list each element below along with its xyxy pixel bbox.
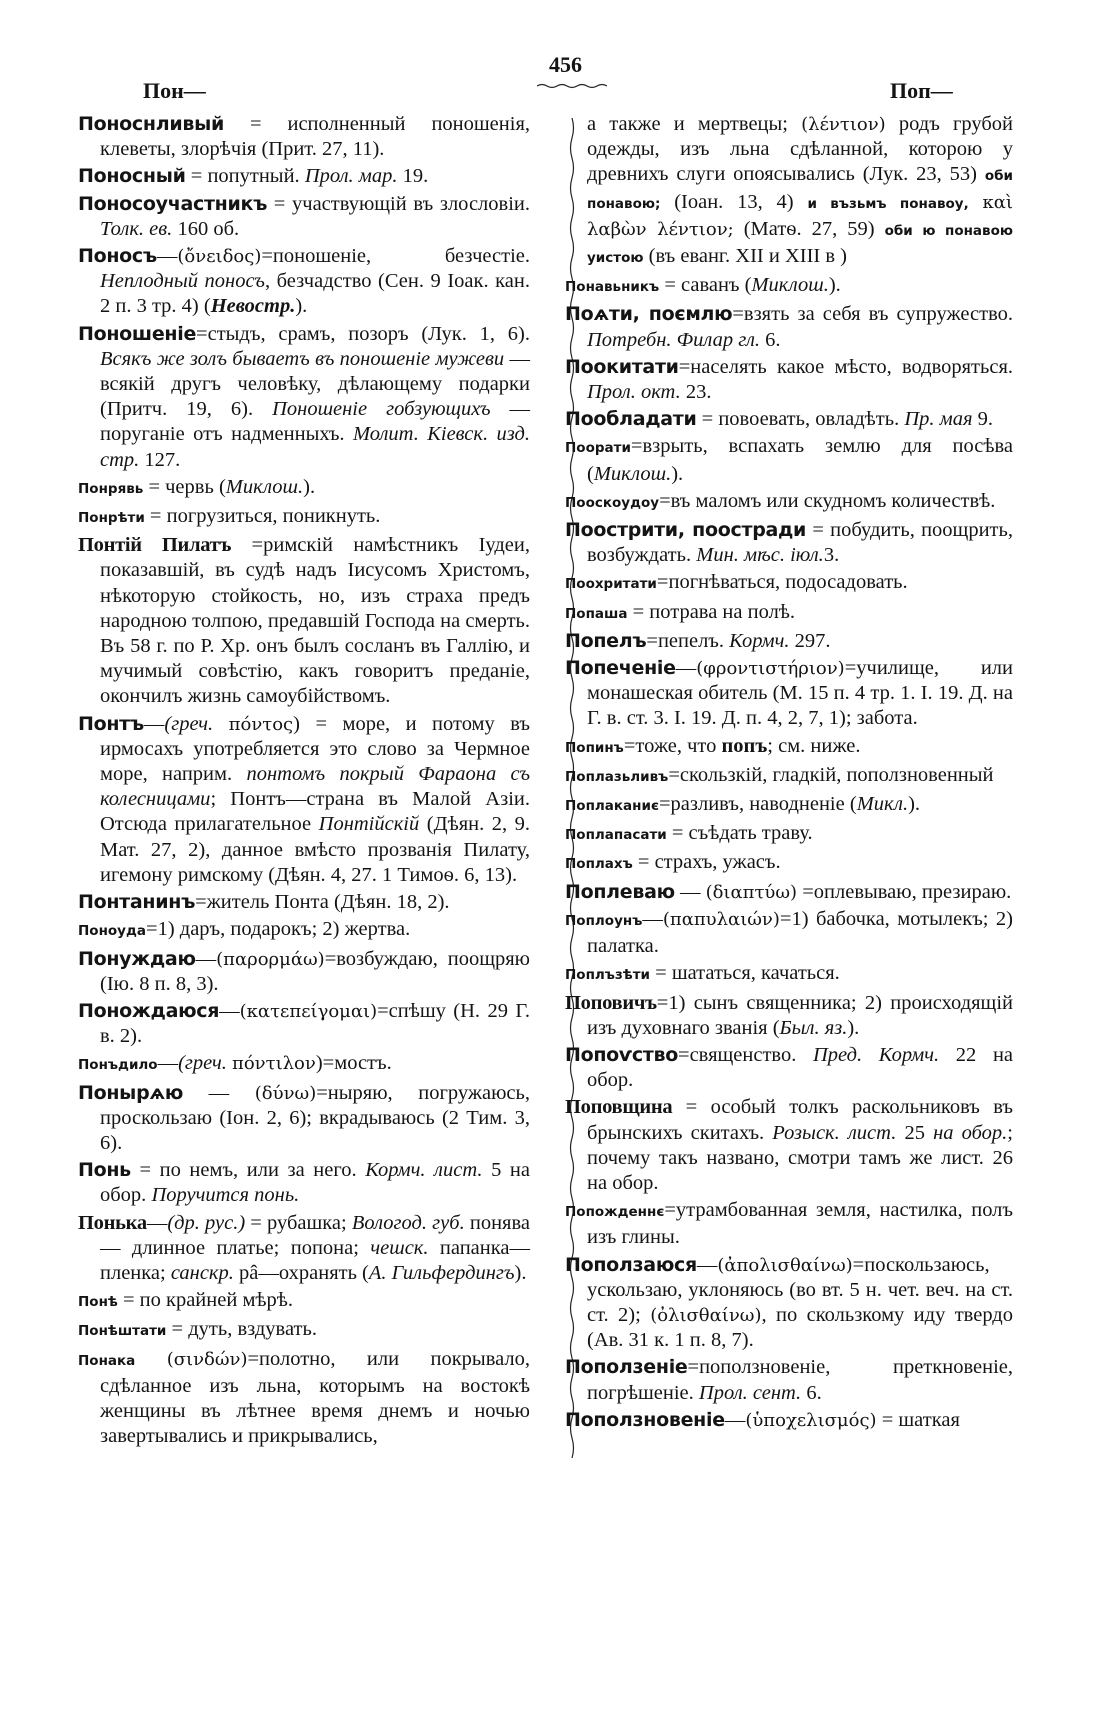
entry-separator: =	[117, 1289, 140, 1312]
entry-separator: —	[195, 947, 217, 970]
source-reference: (греч.	[178, 1052, 233, 1075]
dictionary-entry	[565, 880, 1013, 905]
definition-text: римскій намѣстникъ Іудеи, показавшій, въ судѣ надъ Іисусомъ Христомъ, нѣкоторую стойкость, но, изъ страха предъ народною толпою, предавшій Господа на смерть. Въ 58 г. по Р. Хр. онъ былъ сосланъ въ Галлію, и мучимый совѣстію, какъ говоритъ преданіе, окончилъ жизнь самоубійствомъ.	[100, 534, 530, 708]
entry-separator: =	[144, 505, 167, 528]
entry-headword: Поплаканиє	[565, 798, 659, 815]
dictionary-entry	[78, 917, 530, 944]
definition-text: пепелъ.	[657, 629, 730, 652]
entry-separator: =	[231, 534, 264, 557]
definition-text: =ныряю, погружаюсь, проскользаю (Іон. 2, 6); вкрадываюсь (2 Тим. 3, 6).	[100, 1081, 530, 1154]
source-reference: Невостр.	[210, 295, 296, 318]
entry-headword: Попинъ	[565, 739, 624, 756]
definition-text: =спѣшу (Н. 29 Г. в. 2).	[100, 999, 530, 1048]
dictionary-entry	[565, 1253, 1013, 1354]
dictionary-entry	[78, 1081, 530, 1157]
entry-separator: —	[219, 999, 240, 1022]
entry-headword: Поокитати	[565, 355, 679, 378]
church-slavonic-quote: оби понавою;	[587, 168, 1013, 212]
dictionary-entry	[78, 712, 530, 888]
source-reference: Пред. Кормч.	[813, 1043, 940, 1066]
definition-text: ).	[671, 462, 684, 485]
entry-headword: Попеченіе	[565, 657, 676, 680]
definition-text: pâ—охранять (	[233, 1261, 369, 1284]
dictionary-entry	[78, 1051, 530, 1078]
entry-headword: Понтъ	[78, 712, 144, 735]
entry-separator: =	[656, 991, 669, 1014]
entry-headword: Поповщина	[565, 1096, 673, 1119]
greek-text: (φροντιστήριον)	[696, 658, 845, 680]
entry-headword: Поплахъ	[565, 856, 633, 873]
dictionary-entry	[78, 1347, 530, 1450]
greek-text: (παρορμάω)	[216, 948, 325, 970]
definition-text: участвующій въ злословіи.	[292, 192, 530, 215]
definition-text: 297.	[789, 629, 831, 652]
definition-text: въ маломъ или скудномъ количествѣ.	[670, 489, 996, 512]
entry-separator: =	[623, 734, 636, 757]
dictionary-entry	[565, 821, 1013, 848]
source-reference: Понтійскій	[318, 813, 420, 836]
dictionary-entry	[78, 112, 530, 162]
right-running-head: Поп—	[890, 78, 953, 103]
dictionary-entry	[565, 734, 1013, 761]
definition-text: скользкій, гладкій, поползновенный	[679, 763, 994, 786]
dictionary-entry	[78, 504, 530, 531]
entry-separator: =	[223, 113, 288, 135]
left-column	[78, 112, 530, 1451]
source-reference: Розыск. лист.	[772, 1121, 897, 1144]
definition-text: священство.	[689, 1043, 813, 1066]
definition-text: папанка—пленка;	[100, 1236, 531, 1284]
source-reference: Микл.	[856, 793, 909, 816]
definition-text: 5 на обор.	[100, 1159, 530, 1207]
entry-headword: Понька	[78, 1211, 147, 1234]
entry-headword: Поплоунъ	[565, 912, 643, 929]
definition-text: (Дѣян. 2, 9. Мат. 27, 2), данное вмѣсто прозванія Пилату, игемону римскому (Дѣян. 4, 27. 1 Тимоѳ. 6, 13).	[100, 813, 530, 886]
entry-headword: Попожденнє	[565, 1204, 665, 1221]
entry-headword: Понтій Пилатъ	[78, 534, 232, 557]
source-reference: Молит. Кіевск. изд. стр.	[100, 423, 530, 471]
source-reference: Прол. мар.	[304, 165, 398, 188]
source-reference: Мин. мѣс. іюл.	[696, 544, 824, 567]
dictionary-entry	[78, 999, 530, 1049]
definition-text: 127.	[139, 448, 181, 471]
definition-text: погнѣваться, подосадовать.	[668, 571, 908, 594]
source-reference: Вологод. губ.	[351, 1211, 465, 1234]
entry-headword: Поохритати	[565, 576, 657, 593]
church-slavonic-quote: и възьмъ понавоу,	[807, 195, 969, 212]
definition-text: (въ еванг. XII и XIII в )	[643, 245, 847, 268]
entry-headword: Поносоучастникъ	[78, 192, 268, 215]
entry-headword: Поноснливый	[78, 113, 224, 135]
definition-text: утрамбованная земля, настилка, полъ изъ глины.	[587, 1199, 1013, 1249]
dictionary-entry	[78, 322, 530, 473]
dictionary-entry	[78, 947, 530, 997]
definition-text: разливъ, наводненіе (	[670, 793, 857, 816]
entry-headword: Понрѣти	[78, 510, 145, 527]
entry-separator: =	[659, 274, 681, 297]
dictionary-entry	[565, 1043, 1013, 1093]
definition-text: = рубашка;	[245, 1211, 352, 1234]
greek-text: (δύνω)	[254, 1082, 317, 1104]
definition-text: =полотно, или покрывало, сдѣланное изъ льна, которымъ на востокѣ женщины въ лѣтнее время днемъ и ночью завертывались и прикрывались,	[100, 1347, 530, 1448]
entry-separator: =	[659, 489, 671, 512]
entry-headword: Поносный	[78, 165, 186, 188]
dictionary-entry	[78, 244, 530, 320]
definition-text: =училище, или монашеская обитель (М. 15 п. 4 тр. 1. І. 19. Д. на Г. в. ст. 3. І. 19. Д. п. 4, 2, 7, 1); забота.	[587, 657, 1013, 730]
definition-text: взять за себя въ супружество.	[743, 303, 1013, 326]
dictionary-entry	[565, 792, 1013, 819]
source-reference: Толк. ев.	[100, 217, 173, 240]
dictionary-entry	[565, 407, 1013, 432]
entry-separator: =	[267, 192, 293, 215]
source-reference: Поношеніе гобзующихъ	[272, 398, 491, 421]
dictionary-entry	[78, 1288, 530, 1315]
greek-text: (ὀλισθαίνω)	[650, 1304, 762, 1326]
entry-headword: Пооскоудоу	[565, 494, 660, 511]
entry-headword: Понождаюся	[78, 999, 220, 1022]
source-reference: Прол. окт.	[587, 381, 681, 404]
entry-headword: Поноуда	[78, 923, 146, 940]
dictionary-entry	[565, 600, 1013, 627]
entry-separator: =	[687, 1356, 700, 1379]
greek-text: πόντος	[228, 713, 294, 735]
definition-text: саванъ (	[681, 274, 752, 297]
definition-text: =оплевываю, презираю.	[797, 880, 1012, 903]
source-reference: Миклош.	[225, 475, 304, 498]
entry-headword: Понырѧю	[78, 1081, 184, 1104]
greek-text: καὶ λαβὼν λέντιον;	[587, 191, 1013, 240]
entry-separator: —	[696, 1253, 718, 1276]
definition-text: 22 на обор.	[587, 1043, 1014, 1092]
definition-text: повоевать, овладѣть.	[718, 408, 905, 431]
definition-text: поползновеніе, преткновеніе, погрѣшеніе.	[587, 1356, 1013, 1404]
entry-separator: =	[627, 600, 650, 623]
entry-headword: Понуждаю	[78, 947, 196, 970]
dictionary-entry	[565, 1408, 1013, 1433]
definition-text: ) = море, и потому въ ирмосахъ употребляется это слово за Чермное море, наприм.	[100, 712, 531, 786]
definition-text: =поскользаюсь, ускользаю, уклоняюсь (во вт. 5 н. чет. веч. на ст. ст. 2);	[587, 1253, 1013, 1326]
definition-text: 19.	[397, 165, 429, 188]
definition-text: исполненный поношенія, клеветы, злорѣчія (Прит. 27, 11).	[100, 113, 530, 161]
entry-headword: Понака	[78, 1352, 136, 1369]
source-reference: А. Гильфердингъ	[368, 1261, 515, 1284]
entry-headword: Поношеніе	[78, 322, 197, 345]
dictionary-entry	[565, 961, 1013, 988]
dictionary-entry	[565, 489, 1013, 516]
source-reference: чешск.	[370, 1236, 429, 1259]
entry-separator: —	[724, 1408, 746, 1431]
definition-text: (Іоан. 13, 4)	[660, 190, 808, 213]
definition-text: червь (	[165, 475, 226, 498]
entry-separator: =	[143, 475, 166, 498]
entry-headword: Поострити, поостради	[565, 519, 807, 542]
dictionary-entry	[565, 656, 1013, 732]
left-running-head: Пон—	[143, 78, 206, 103]
entry-headword: Попаша	[565, 605, 628, 622]
page-number-underline	[537, 83, 607, 89]
definition-text: по немъ, или за него.	[159, 1159, 366, 1182]
definition-text: — всякій другъ человѣку, дѣлающему подарки (Притч. 19, 6).	[100, 347, 530, 421]
definition-text: попутный.	[207, 165, 305, 188]
entry-separator: =	[196, 322, 208, 345]
dictionary-entry	[78, 1158, 530, 1208]
entry-separator: —	[642, 907, 663, 930]
entry-separator: =	[185, 165, 208, 188]
entry-separator	[135, 1348, 166, 1370]
source-reference: (др. рус.)	[167, 1211, 246, 1234]
entry-headword: Понь	[78, 1159, 131, 1182]
definition-text: ).	[295, 295, 308, 318]
right-column	[565, 112, 1013, 1435]
source-reference: санскр.	[170, 1261, 234, 1284]
definition-text: 3.	[823, 544, 840, 567]
entry-headword: Поповичъ	[565, 991, 657, 1014]
entry-headword: Понтанинъ	[78, 891, 196, 914]
page-header	[0, 52, 1101, 112]
source-reference: Кормч. лист.	[365, 1159, 483, 1182]
definition-text: 9.	[972, 408, 994, 431]
dictionary-entry	[565, 991, 1013, 1041]
definition-text: попъ	[721, 734, 768, 757]
definition-text: — поруганіе отъ надменныхъ.	[100, 398, 531, 446]
source-reference: на обор.	[933, 1121, 1008, 1144]
entry-headword: Пообладати	[565, 408, 697, 431]
entry-separator: —	[156, 245, 178, 268]
definition-text: страхъ, ужасъ.	[654, 851, 781, 874]
dictionary-entry	[565, 355, 1013, 405]
entry-separator: =	[806, 519, 831, 542]
entry-separator: =	[632, 851, 655, 874]
definition-text: 1) даръ, подарокъ; 2) жертва.	[157, 918, 411, 941]
dictionary-entry	[78, 533, 530, 709]
source-reference: (греч.	[164, 712, 229, 735]
dictionary-entry	[78, 164, 530, 189]
definition-text: 6.	[760, 328, 781, 351]
entry-separator: —	[146, 1211, 168, 1234]
entry-separator: =	[166, 1318, 189, 1341]
dictionary-entry	[78, 475, 530, 502]
source-reference: Всякъ же золъ бываетъ въ поношеніе мужеви	[100, 347, 505, 370]
definition-text: = шаткая	[876, 1408, 960, 1431]
source-reference: Был. яз.	[779, 1016, 848, 1039]
entry-separator: =	[646, 629, 658, 652]
source-reference: Поручится понь.	[151, 1184, 300, 1207]
dictionary-entry	[565, 763, 1013, 790]
entry-headword: Поплапасати	[565, 827, 667, 844]
greek-text: (παπυλαιών)	[662, 908, 780, 930]
entry-separator: =	[146, 918, 158, 941]
definition-text: а также и мертвецы;	[587, 113, 802, 135]
dictionary-entry	[78, 1211, 530, 1287]
source-reference: понтомъ покрый Фараона съ колесницами	[100, 763, 530, 811]
definition-text: дуть, вздувать.	[188, 1318, 317, 1341]
definition-text: тоже, что	[635, 734, 722, 757]
definition-text: ).	[847, 1016, 860, 1039]
dictionary-entry	[565, 1198, 1013, 1250]
dictionary-entry	[565, 570, 1013, 597]
greek-text: (κατεπείγομαι)	[239, 1000, 378, 1022]
source-reference: Миклош.	[751, 274, 829, 297]
definition-text: )=мостъ.	[315, 1052, 392, 1075]
entry-headword: Поползаюся	[565, 1253, 697, 1276]
entry-separator: —	[183, 1081, 255, 1104]
definition-text: , безчадство (Сен. 9 Іоак. кан. 2 п. 3 тр. 4) (	[100, 270, 530, 318]
page-number: 456	[549, 52, 582, 77]
definition-text: (Матѳ. 27, 59)	[733, 217, 885, 240]
entry-separator: =	[678, 355, 691, 378]
dictionary-entry	[565, 850, 1013, 877]
dictionary-entry	[565, 434, 1013, 486]
definition-text: ; Понтъ—страна въ Малой Азіи. Отсюда прилагательное	[100, 788, 530, 836]
entry-headword: Понъдило	[78, 1057, 158, 1074]
entry-separator: =	[664, 1199, 676, 1222]
definition-text: ; см. ниже.	[767, 734, 861, 757]
definition-text: побудить, поощрить, возбуждать.	[587, 519, 1013, 567]
source-reference: Прол. сент.	[698, 1381, 802, 1404]
dictionary-entry	[78, 192, 530, 242]
definition-text: родъ грубой одежды, изъ льна сдѣланной, которою у древнихъ слуги опоясывались (Лук. 23, 53)	[587, 113, 1013, 186]
entry-separator: —	[157, 1052, 179, 1075]
entry-headword: Поплазьливъ	[565, 768, 669, 785]
entry-headword: Понавьникъ	[565, 279, 660, 296]
definition-text: погрузиться, поникнуть.	[166, 505, 381, 528]
entry-headword: Поползеніе	[565, 1356, 688, 1379]
dictionary-entry	[565, 907, 1013, 959]
entry-headword: Попелъ	[565, 629, 647, 652]
definition-text: по крайней мѣрѣ.	[139, 1289, 294, 1312]
definition-text: 1) сынъ священника; 2) происходящій изъ духовнаго званія (	[587, 991, 1013, 1039]
definition-text: съѣдать траву.	[688, 822, 813, 845]
dictionary-entry	[565, 1355, 1013, 1405]
dictionary-entry	[565, 1095, 1013, 1196]
source-reference: Пр. мая	[904, 408, 973, 431]
entry-separator: =	[672, 1096, 711, 1119]
definition-text: 160 об.	[172, 217, 240, 240]
entry-headword: Понѣ	[78, 1294, 118, 1311]
definition-text: ).	[303, 475, 316, 498]
entry-headword: Понрявь	[78, 480, 144, 497]
greek-text: (ὄνειδος)	[177, 246, 262, 268]
entry-headword: Поплеваю	[565, 880, 675, 903]
dictionary-entry	[565, 112, 1013, 271]
entry-separator: =	[732, 303, 744, 326]
entry-headword: Понѣштати	[78, 1323, 167, 1340]
entry-separator: =	[696, 408, 719, 431]
entry-separator: =	[650, 962, 672, 985]
definition-text: потрава на полѣ.	[649, 600, 796, 623]
entry-headword: Поносъ	[78, 245, 157, 268]
definition-text: понява — длинное платье; попона;	[100, 1211, 530, 1259]
dictionary-entry	[78, 890, 530, 915]
definition-text: =1) бабочка, мотылекъ; 2) палатка.	[587, 907, 1013, 958]
definition-text: =поношеніе, безчестіе.	[261, 245, 530, 268]
greek-text: (σινδών)	[166, 1348, 248, 1370]
source-reference: Потребн. Филар гл.	[587, 328, 761, 351]
entry-separator: —	[143, 712, 165, 735]
greek-text: (διαπτύω)	[705, 881, 798, 903]
source-reference: Миклош.	[593, 462, 672, 485]
definition-text: =возбуждаю, поощряю (Ію. 8 п. 8, 3).	[100, 947, 530, 995]
greek-text: (λέντιον)	[801, 114, 886, 135]
dictionary-entry	[565, 629, 1013, 654]
entry-headword: Поползновеніе	[565, 1408, 725, 1431]
definition-text: 25	[896, 1121, 934, 1144]
definition-text: ).	[514, 1261, 527, 1284]
entry-headword: Поплъзѣти	[565, 967, 650, 984]
definition-text: 6.	[801, 1381, 822, 1404]
church-slavonic-quote: оби ю понавою уистою	[587, 222, 1013, 267]
greek-text: πόντιλον	[232, 1053, 316, 1075]
entry-separator: =	[656, 571, 669, 594]
definition-text: особый толкъ раскольниковъ въ брынскихъ скитахъ.	[587, 1096, 1013, 1144]
entry-headword: Попоѵство	[565, 1043, 678, 1066]
entry-separator: =	[630, 435, 643, 458]
greek-text: (ὑποχελισμός)	[745, 1409, 877, 1431]
entry-separator: —	[675, 657, 697, 680]
source-reference: Неплодный поносъ	[100, 270, 265, 293]
dictionary-entry	[78, 1317, 530, 1344]
definition-text: населять какое мѣсто, водворяться.	[690, 355, 1013, 378]
dictionary-entry	[565, 302, 1013, 352]
definition-text: взрыть, вспахать землю для посѣва (	[587, 435, 1013, 485]
greek-text: (ἀπολισθαίνω)	[717, 1254, 853, 1276]
source-reference: Кормч.	[729, 629, 790, 652]
entry-separator: =	[678, 1043, 690, 1066]
definition-text: ).	[908, 793, 921, 816]
definition-text: ; почему такъ названо, смотри тамъ же лист. 26 на обор.	[587, 1121, 1013, 1194]
definition-text: житель Понта (Дѣян. 18, 2).	[206, 891, 450, 914]
dictionary-entry	[565, 518, 1013, 568]
dictionary-entry	[565, 273, 1013, 300]
entry-headword: Поорати	[565, 440, 631, 457]
entry-separator: =	[195, 891, 207, 914]
definition-text: 23.	[680, 381, 712, 404]
entry-separator: =	[658, 793, 671, 816]
definition-text: , по скользкому иду твердо (Ав. 31 к. 1 п. 8, 7).	[587, 1303, 1013, 1352]
entry-separator: =	[666, 822, 689, 845]
definition-text: стыдъ, срамъ, позоръ (Лук. 1, 6).	[207, 322, 530, 345]
definition-text: шататься, качаться.	[671, 962, 840, 985]
entry-separator: =	[130, 1159, 160, 1182]
entry-separator: =	[668, 763, 680, 786]
entry-headword: Поѧти, поємлю	[565, 303, 733, 326]
definition-text	[969, 191, 983, 213]
entry-separator: —	[674, 880, 706, 903]
definition-text: ).	[828, 274, 841, 297]
